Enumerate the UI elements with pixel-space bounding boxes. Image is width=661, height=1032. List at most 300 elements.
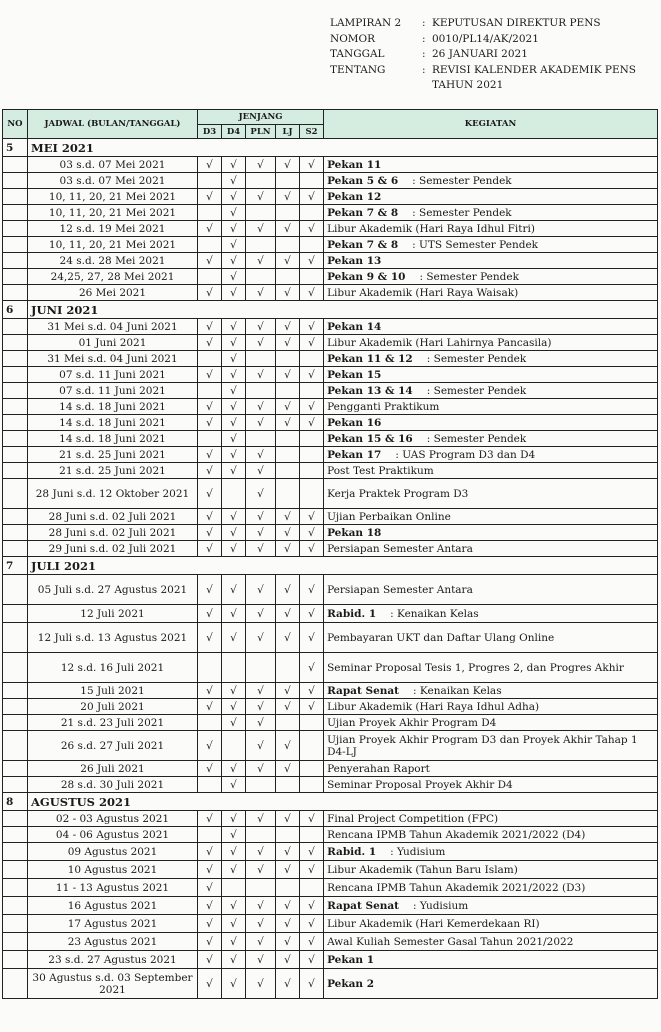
empty-no-cell [3, 861, 28, 879]
level-check-cell: √ [276, 335, 300, 351]
empty-no-cell [3, 827, 28, 843]
level-check-cell [300, 479, 324, 509]
activity-week: Pekan 2 [327, 977, 375, 990]
activity-week: Pekan 11 & 12 [327, 352, 413, 365]
empty-no-cell [3, 383, 28, 399]
empty-no-cell [3, 415, 28, 431]
activity-cell [324, 879, 658, 897]
level-check-cell: √ [222, 897, 246, 915]
level-check-cell [222, 879, 246, 897]
activity-cell [324, 205, 658, 221]
activity-cell [324, 683, 658, 699]
schedule-row [3, 237, 658, 253]
empty-no-cell [3, 447, 28, 463]
level-check-cell: √ [198, 447, 222, 463]
schedule-row [3, 915, 658, 933]
activity-week: Pekan 15 & 16 [327, 432, 413, 445]
level-check-cell: √ [276, 915, 300, 933]
level-check-cell: √ [300, 189, 324, 205]
empty-no-cell [3, 253, 28, 269]
schedule-date: 28 Juni s.d. 12 Oktober 2021 [28, 479, 198, 509]
level-check-cell [198, 715, 222, 731]
level-check-cell: √ [276, 575, 300, 605]
empty-no-cell [3, 843, 28, 861]
schedule-date: 09 Agustus 2021 [28, 843, 198, 861]
level-check-cell: √ [276, 367, 300, 383]
empty-no-cell [3, 221, 28, 237]
level-check-cell: √ [300, 541, 324, 557]
level-check-cell: √ [222, 463, 246, 479]
schedule-date: 20 Juli 2021 [28, 699, 198, 715]
level-check-cell: √ [222, 447, 246, 463]
schedule-date: 01 Juni 2021 [28, 335, 198, 351]
level-check-cell: √ [276, 285, 300, 301]
level-check-cell [300, 447, 324, 463]
empty-no-cell [3, 399, 28, 415]
schedule-row [3, 383, 658, 399]
schedule-date: 07 s.d. 11 Juni 2021 [28, 367, 198, 383]
schedule-date: 23 s.d. 27 Agustus 2021 [28, 951, 198, 969]
level-check-cell: √ [222, 843, 246, 861]
activity-cell [324, 731, 658, 761]
schedule-row [3, 715, 658, 731]
schedule-row [3, 843, 658, 861]
activity-text: Post Test Praktikum [327, 464, 434, 477]
schedule-date: 03 s.d. 07 Mei 2021 [28, 157, 198, 173]
schedule-date: 10, 11, 20, 21 Mei 2021 [28, 189, 198, 205]
level-check-cell [300, 715, 324, 731]
schedule-date: 21 s.d. 25 Juni 2021 [28, 463, 198, 479]
schedule-row [3, 479, 658, 509]
schedule-date: 14 s.d. 18 Juni 2021 [28, 415, 198, 431]
activity-week: Pekan 1 [327, 953, 375, 966]
level-check-cell: √ [222, 367, 246, 383]
level-check-cell [246, 205, 276, 221]
schedule-row [3, 509, 658, 525]
level-check-cell: √ [222, 933, 246, 951]
schedule-row [3, 731, 658, 761]
level-check-cell: √ [300, 285, 324, 301]
level-check-cell [276, 447, 300, 463]
empty-no-cell [3, 269, 28, 285]
schedule-date: 21 s.d. 25 Juni 2021 [28, 447, 198, 463]
activity-cell [324, 415, 658, 431]
level-check-cell [198, 653, 222, 683]
level-check-cell: √ [276, 683, 300, 699]
level-check-cell [198, 205, 222, 221]
schedule-row [3, 463, 658, 479]
header-key: TANGGAL [330, 48, 385, 61]
activity-text: Penyerahan Raport [327, 762, 430, 775]
level-check-cell: √ [276, 731, 300, 761]
level-check-cell: √ [246, 335, 276, 351]
schedule-row [3, 157, 658, 173]
schedule-row [3, 253, 658, 269]
empty-no-cell [3, 173, 28, 189]
activity-week: Pekan 17 [327, 448, 382, 461]
level-check-cell: √ [246, 525, 276, 541]
level-check-cell: √ [198, 683, 222, 699]
level-check-cell: √ [222, 575, 246, 605]
level-check-cell: √ [222, 399, 246, 415]
schedule-row [3, 879, 658, 897]
level-check-cell: √ [246, 415, 276, 431]
level-check-cell [276, 269, 300, 285]
level-check-cell [300, 431, 324, 447]
activity-cell [324, 843, 658, 861]
level-check-cell: √ [222, 951, 246, 969]
level-check-cell [246, 383, 276, 399]
schedule-row [3, 205, 658, 221]
header-line [330, 32, 636, 48]
header-colon: : [422, 63, 426, 76]
level-check-cell: √ [276, 415, 300, 431]
activity-text: : Semester Pendek [412, 206, 512, 219]
level-check-cell: √ [198, 509, 222, 525]
header-colon: : [422, 48, 426, 61]
schedule-date: 12 Juli s.d. 13 Agustus 2021 [28, 623, 198, 653]
level-check-cell [246, 879, 276, 897]
activity-text: Libur Akademik (Tahun Baru Islam) [327, 863, 518, 876]
level-check-cell: √ [300, 683, 324, 699]
activity-cell [324, 285, 658, 301]
activity-cell [324, 761, 658, 777]
activity-text: : Semester Pendek [426, 432, 527, 445]
level-check-cell: √ [198, 605, 222, 623]
activity-text: Libur Akademik (Hari Raya Waisak) [327, 286, 519, 299]
level-check-cell: √ [276, 897, 300, 915]
activity-week: Rapat Senat [327, 684, 400, 697]
level-check-cell: √ [246, 575, 276, 605]
header-value: 0010/PL14/AK/2021 [432, 32, 539, 45]
level-check-cell: √ [246, 951, 276, 969]
empty-no-cell [3, 319, 28, 335]
level-check-cell: √ [276, 541, 300, 557]
level-check-cell: √ [198, 479, 222, 509]
schedule-date: 10, 11, 20, 21 Mei 2021 [28, 205, 198, 221]
empty-no-cell [3, 431, 28, 447]
level-check-cell [300, 731, 324, 761]
col-level: JENJANG [198, 110, 324, 125]
activity-text: Seminar Proposal Tesis 1, Progres 2, dan Progres Akhir [327, 661, 624, 674]
level-check-cell: √ [276, 933, 300, 951]
schedule-row [3, 447, 658, 463]
level-check-cell: √ [246, 157, 276, 173]
activity-text: Persiapan Semester Antara [327, 583, 473, 596]
level-check-cell: √ [222, 173, 246, 189]
level-check-cell: √ [246, 761, 276, 777]
header-value: TAHUN 2021 [432, 79, 504, 92]
level-check-cell [276, 715, 300, 731]
activity-cell [324, 575, 658, 605]
schedule-date: 02 - 03 Agustus 2021 [28, 811, 198, 827]
empty-no-cell [3, 525, 28, 541]
header-colon: : [422, 32, 426, 45]
empty-no-cell [3, 575, 28, 605]
schedule-row [3, 285, 658, 301]
level-check-cell: √ [246, 897, 276, 915]
level-check-cell [300, 269, 324, 285]
level-check-cell: √ [198, 761, 222, 777]
schedule-date: 17 Agustus 2021 [28, 915, 198, 933]
level-check-cell: √ [222, 715, 246, 731]
activity-cell [324, 811, 658, 827]
header-line [330, 16, 636, 32]
schedule-date: 16 Agustus 2021 [28, 897, 198, 915]
level-check-cell: √ [222, 253, 246, 269]
level-check-cell: √ [276, 699, 300, 715]
level-check-cell: √ [300, 699, 324, 715]
level-check-cell [300, 351, 324, 367]
level-check-cell: √ [198, 861, 222, 879]
empty-no-cell [3, 479, 28, 509]
activity-text: Pengganti Praktikum [327, 400, 440, 413]
empty-no-cell [3, 541, 28, 557]
header-value: REVISI KALENDER AKADEMIK PENS [432, 63, 636, 76]
level-check-cell: √ [276, 761, 300, 777]
level-check-cell: √ [276, 605, 300, 623]
schedule-row [3, 415, 658, 431]
level-check-cell: √ [222, 157, 246, 173]
level-check-cell: √ [222, 319, 246, 335]
level-check-cell: √ [198, 699, 222, 715]
level-check-cell: √ [300, 399, 324, 415]
level-check-cell [246, 173, 276, 189]
schedule-date: 14 s.d. 18 Juni 2021 [28, 399, 198, 415]
schedule-row [3, 827, 658, 843]
level-check-cell: √ [246, 285, 276, 301]
level-check-cell [246, 777, 276, 793]
activity-cell [324, 933, 658, 951]
level-check-cell [276, 777, 300, 793]
schedule-row [3, 653, 658, 683]
activity-week: Rabid. 1 [327, 845, 377, 858]
schedule-row [3, 699, 658, 715]
level-check-cell: √ [276, 253, 300, 269]
schedule-row [3, 525, 658, 541]
level-check-cell: √ [300, 253, 324, 269]
schedule-date: 26 s.d. 27 Juli 2021 [28, 731, 198, 761]
activity-text: Libur Akademik (Hari Raya Idhul Fitri) [327, 222, 535, 235]
level-check-cell: √ [222, 915, 246, 933]
activity-text: Rencana IPMB Tahun Akademik 2021/2022 (D4) [327, 828, 586, 841]
level-check-cell: √ [300, 915, 324, 933]
level-check-cell [300, 463, 324, 479]
level-check-cell: √ [198, 731, 222, 761]
col-date: JADWAL (BULAN/TANGGAL) [28, 110, 198, 139]
schedule-row [3, 173, 658, 189]
level-check-cell: √ [276, 157, 300, 173]
schedule-row [3, 623, 658, 653]
level-check-cell: √ [198, 367, 222, 383]
schedule-date: 12 s.d. 19 Mei 2021 [28, 221, 198, 237]
activity-text: : Semester Pendek [426, 352, 527, 365]
level-check-cell: √ [222, 335, 246, 351]
schedule-date: 12 s.d. 16 Juli 2021 [28, 653, 198, 683]
activity-cell [324, 367, 658, 383]
header-line [330, 78, 636, 94]
schedule-date: 24 s.d. 28 Mei 2021 [28, 253, 198, 269]
empty-no-cell [3, 811, 28, 827]
empty-no-cell [3, 715, 28, 731]
level-check-cell: √ [222, 415, 246, 431]
level-check-cell: √ [222, 383, 246, 399]
empty-no-cell [3, 463, 28, 479]
level-check-cell: √ [222, 761, 246, 777]
header-key [330, 78, 422, 94]
activity-text: Ujian Proyek Akhir Program D4 [327, 716, 497, 729]
activity-cell [324, 319, 658, 335]
activity-text: Pembayaran UKT dan Daftar Ulang Online [327, 631, 555, 644]
empty-no-cell [3, 351, 28, 367]
level-check-cell: √ [222, 237, 246, 253]
level-check-cell: √ [246, 731, 276, 761]
level-check-cell [300, 173, 324, 189]
schedule-date: 31 Mei s.d. 04 Juni 2021 [28, 319, 198, 335]
level-check-cell: √ [198, 415, 222, 431]
activity-week: Rapat Senat [327, 899, 400, 912]
schedule-row [3, 319, 658, 335]
level-check-cell [198, 351, 222, 367]
activity-cell [324, 173, 658, 189]
level-check-cell [276, 879, 300, 897]
level-check-cell: √ [198, 915, 222, 933]
level-check-cell: √ [222, 777, 246, 793]
empty-no-cell [3, 683, 28, 699]
level-check-cell: √ [198, 157, 222, 173]
activity-cell [324, 525, 658, 541]
level-check-cell [276, 205, 300, 221]
empty-no-cell [3, 777, 28, 793]
schedule-row [3, 221, 658, 237]
level-check-cell [300, 205, 324, 221]
empty-no-cell [3, 335, 28, 351]
month-name: JULI 2021 [28, 557, 658, 575]
activity-text: Rencana IPMB Tahun Akademik 2021/2022 (D3) [327, 881, 586, 894]
schedule-row [3, 335, 658, 351]
schedule-date: 28 Juni s.d. 02 Juli 2021 [28, 509, 198, 525]
level-check-cell [276, 383, 300, 399]
header-key: LAMPIRAN 2 [330, 17, 402, 29]
level-check-cell: √ [246, 541, 276, 557]
month-number: 8 [3, 793, 28, 811]
header-value: 26 JANUARI 2021 [432, 48, 528, 61]
month-row [3, 301, 658, 319]
level-check-cell: √ [276, 843, 300, 861]
level-check-cell [300, 827, 324, 843]
activity-text: : Semester Pendek [426, 384, 527, 397]
empty-no-cell [3, 933, 28, 951]
month-name: JUNI 2021 [28, 301, 658, 319]
schedule-date: 29 Juni s.d. 02 Juli 2021 [28, 541, 198, 557]
empty-no-cell [3, 731, 28, 761]
level-check-cell: √ [198, 463, 222, 479]
level-check-cell [198, 269, 222, 285]
schedule-date: 10, 11, 20, 21 Mei 2021 [28, 237, 198, 253]
level-check-cell [222, 479, 246, 509]
activity-cell [324, 383, 658, 399]
level-check-cell [276, 653, 300, 683]
schedule-row [3, 811, 658, 827]
level-check-cell: √ [276, 811, 300, 827]
schedule-row [3, 399, 658, 415]
level-check-cell [276, 827, 300, 843]
level-check-cell: √ [246, 699, 276, 715]
schedule-row [3, 683, 658, 699]
activity-cell [324, 157, 658, 173]
empty-no-cell [3, 157, 28, 173]
level-check-cell: √ [276, 525, 300, 541]
level-check-cell: √ [276, 623, 300, 653]
schedule-row [3, 861, 658, 879]
activity-cell [324, 653, 658, 683]
academic-calendar-table [2, 109, 658, 999]
level-check-cell: √ [246, 843, 276, 861]
level-check-cell [300, 237, 324, 253]
empty-no-cell [3, 285, 28, 301]
level-check-cell: √ [198, 879, 222, 897]
schedule-date: 10 Agustus 2021 [28, 861, 198, 879]
empty-no-cell [3, 969, 28, 999]
empty-no-cell [3, 653, 28, 683]
empty-no-cell [3, 189, 28, 205]
level-check-cell [198, 431, 222, 447]
schedule-row [3, 431, 658, 447]
col-d4: D4 [222, 125, 246, 139]
month-name: AGUSTUS 2021 [28, 793, 658, 811]
level-check-cell: √ [276, 399, 300, 415]
level-check-cell: √ [276, 509, 300, 525]
level-check-cell: √ [246, 715, 276, 731]
level-check-cell: √ [246, 683, 276, 699]
activity-cell [324, 221, 658, 237]
level-check-cell [300, 879, 324, 897]
level-check-cell: √ [246, 915, 276, 933]
level-check-cell: √ [222, 509, 246, 525]
activity-week: Pekan 7 & 8 [327, 206, 399, 219]
schedule-date: 28 Juni s.d. 02 Juli 2021 [28, 525, 198, 541]
activity-text: Ujian Perbaikan Online [327, 510, 451, 523]
activity-cell [324, 861, 658, 879]
schedule-row [3, 777, 658, 793]
schedule-row [3, 351, 658, 367]
empty-no-cell [3, 367, 28, 383]
empty-no-cell [3, 205, 28, 221]
level-check-cell: √ [276, 951, 300, 969]
schedule-date: 24,25, 27, 28 Mei 2021 [28, 269, 198, 285]
schedule-date: 21 s.d. 23 Juli 2021 [28, 715, 198, 731]
level-check-cell: √ [198, 335, 222, 351]
empty-no-cell [3, 623, 28, 653]
empty-no-cell [3, 761, 28, 777]
empty-no-cell [3, 605, 28, 623]
level-check-cell: √ [222, 683, 246, 699]
level-check-cell: √ [222, 351, 246, 367]
level-check-cell: √ [276, 969, 300, 999]
level-check-cell [300, 383, 324, 399]
level-check-cell: √ [198, 285, 222, 301]
activity-cell [324, 951, 658, 969]
level-check-cell: √ [300, 969, 324, 999]
activity-cell [324, 777, 658, 793]
empty-no-cell [3, 879, 28, 897]
level-check-cell: √ [222, 525, 246, 541]
empty-no-cell [3, 915, 28, 933]
level-check-cell: √ [198, 623, 222, 653]
level-check-cell: √ [300, 335, 324, 351]
level-check-cell: √ [222, 699, 246, 715]
level-check-cell: √ [300, 951, 324, 969]
